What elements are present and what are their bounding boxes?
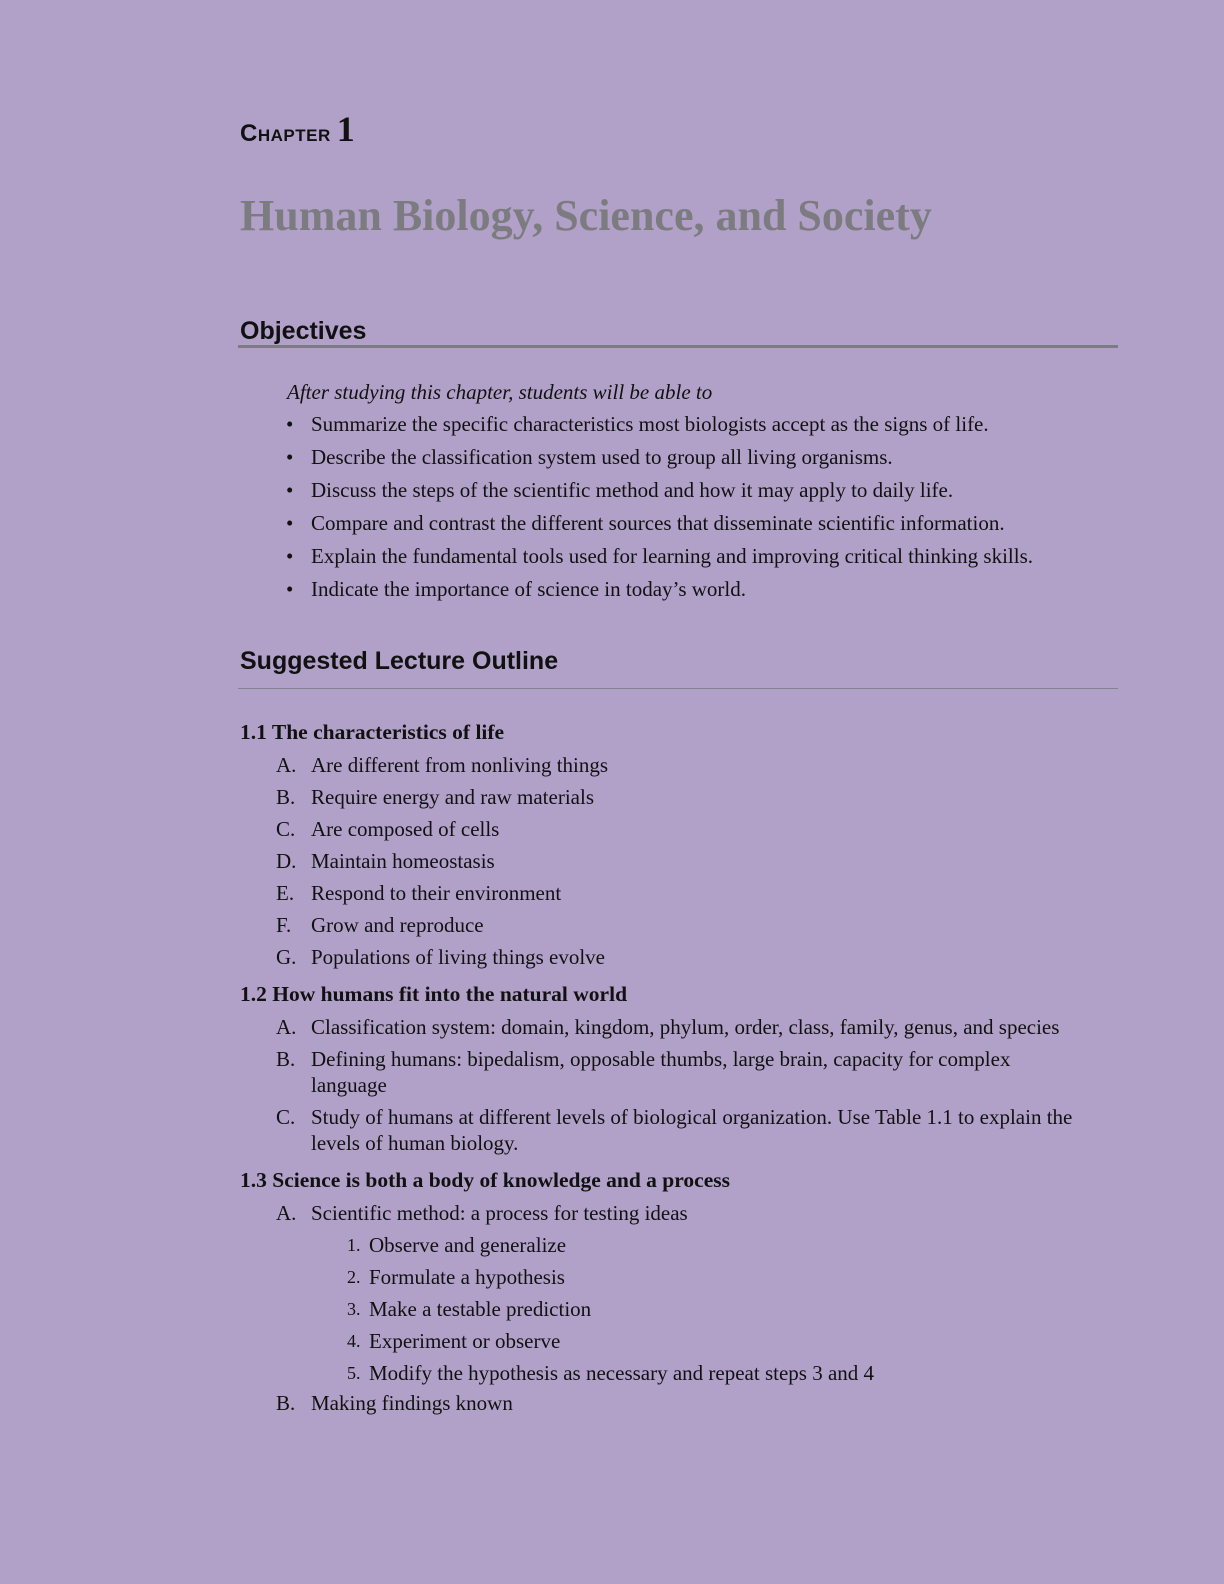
item-text: Maintain homeostasis bbox=[311, 849, 495, 873]
objectives-divider bbox=[238, 345, 1118, 348]
step-text: Experiment or observe bbox=[369, 1329, 561, 1353]
section-items bbox=[276, 752, 1120, 976]
item-text: Populations of living things evolve bbox=[311, 945, 605, 969]
item-marker: A. bbox=[276, 1015, 297, 1039]
item-marker: A. bbox=[276, 1201, 297, 1225]
item-text: Respond to their environment bbox=[311, 881, 562, 905]
item-marker: C. bbox=[276, 1105, 296, 1129]
outline-item bbox=[276, 784, 1120, 810]
step-text: Make a testable prediction bbox=[369, 1297, 592, 1321]
outline-item bbox=[276, 880, 1120, 906]
step-text: Modify the hypothesis as necessary and repeat steps 3 and 4 bbox=[369, 1361, 875, 1385]
objective-item bbox=[286, 412, 1033, 445]
method-steps bbox=[347, 1232, 874, 1392]
objective-item bbox=[286, 511, 1033, 544]
outline-item bbox=[276, 1390, 1120, 1416]
section-items bbox=[276, 1390, 1120, 1422]
objectives-intro: After studying this chapter, students will be able to bbox=[287, 380, 713, 404]
method-step bbox=[347, 1360, 874, 1392]
bullet-icon: • bbox=[286, 511, 294, 535]
method-step bbox=[347, 1264, 874, 1296]
step-marker: 5. bbox=[347, 1363, 361, 1383]
step-marker: 4. bbox=[347, 1331, 361, 1351]
item-text: Study of humans at different levels of biological organization. Use Table 1.1 to explain the levels of human biology. bbox=[311, 1105, 1073, 1155]
objective-item bbox=[286, 445, 1033, 478]
outline-item bbox=[276, 944, 1120, 970]
item-text: Scientific method: a process for testing ideas bbox=[311, 1201, 688, 1225]
step-text: Formulate a hypothesis bbox=[369, 1265, 565, 1289]
item-marker: F. bbox=[276, 913, 292, 937]
objective-text: Indicate the importance of science in today’s world. bbox=[311, 577, 747, 601]
objective-text: Discuss the steps of the scientific method and how it may apply to daily life. bbox=[311, 478, 954, 502]
objective-text: Describe the classification system used to group all living organisms. bbox=[311, 445, 893, 469]
bullet-icon: • bbox=[286, 412, 294, 436]
item-marker: C. bbox=[276, 817, 296, 841]
objective-item bbox=[286, 577, 1033, 610]
step-text: Observe and generalize bbox=[369, 1233, 567, 1257]
bullet-icon: • bbox=[286, 577, 294, 601]
outline-item bbox=[276, 1200, 1120, 1226]
item-text: Defining humans: bipedalism, opposable thumbs, large brain, capacity for complex language bbox=[311, 1047, 1011, 1097]
section-heading: 1.2 How humans fit into the natural world bbox=[240, 982, 628, 1006]
objective-text: Summarize the specific characteristics most biologists accept as the signs of life. bbox=[311, 412, 989, 436]
section-heading: 1.1 The characteristics of life bbox=[240, 720, 505, 744]
outline-item bbox=[276, 752, 1120, 778]
objective-item bbox=[286, 544, 1033, 577]
item-marker: A. bbox=[276, 753, 297, 777]
item-marker: D. bbox=[276, 849, 297, 873]
bullet-icon: • bbox=[286, 544, 294, 568]
objective-text: Compare and contrast the different sources that disseminate scientific information. bbox=[311, 511, 1005, 535]
method-step bbox=[347, 1328, 874, 1360]
item-text: Are composed of cells bbox=[311, 817, 500, 841]
bullet-icon: • bbox=[286, 445, 294, 469]
item-text: Classification system: domain, kingdom, phylum, order, class, family, genus, and species bbox=[311, 1015, 1060, 1039]
lecture-outline-heading: Suggested Lecture Outline bbox=[240, 647, 559, 675]
chapter-number: 1 bbox=[336, 109, 356, 149]
item-text: Making findings known bbox=[311, 1391, 513, 1415]
section-heading: 1.3 Science is both a body of knowledge and a process bbox=[240, 1168, 730, 1192]
item-text: Are different from nonliving things bbox=[311, 753, 609, 777]
outline-item bbox=[276, 816, 1120, 842]
lecture-outline-divider bbox=[238, 688, 1118, 689]
step-marker: 3. bbox=[347, 1299, 361, 1319]
objectives-heading: Objectives bbox=[240, 317, 367, 345]
chapter-label bbox=[240, 108, 355, 150]
item-text: Require energy and raw materials bbox=[311, 785, 594, 809]
chapter-word: Chapter bbox=[240, 120, 331, 147]
step-marker: 2. bbox=[347, 1267, 361, 1287]
item-marker: B. bbox=[276, 785, 296, 809]
section-items bbox=[276, 1014, 1120, 1162]
outline-item bbox=[276, 1046, 1120, 1098]
step-marker: 1. bbox=[347, 1235, 361, 1255]
method-step bbox=[347, 1296, 874, 1328]
bullet-icon: • bbox=[286, 478, 294, 502]
item-text: Grow and reproduce bbox=[311, 913, 484, 937]
objectives-list bbox=[286, 412, 1033, 610]
section-items bbox=[276, 1200, 1120, 1232]
objective-item bbox=[286, 478, 1033, 511]
outline-item bbox=[276, 912, 1120, 938]
objective-text: Explain the fundamental tools used for learning and improving critical thinking skills. bbox=[311, 544, 1034, 568]
item-marker: E. bbox=[276, 881, 295, 905]
item-marker: B. bbox=[276, 1047, 296, 1071]
item-marker: B. bbox=[276, 1391, 296, 1415]
item-marker: G. bbox=[276, 945, 297, 969]
outline-item bbox=[276, 1014, 1120, 1040]
method-step bbox=[347, 1232, 874, 1264]
outline-item bbox=[276, 848, 1120, 874]
outline-item bbox=[276, 1104, 1120, 1156]
chapter-title: Human Biology, Science, and Society bbox=[240, 191, 932, 240]
